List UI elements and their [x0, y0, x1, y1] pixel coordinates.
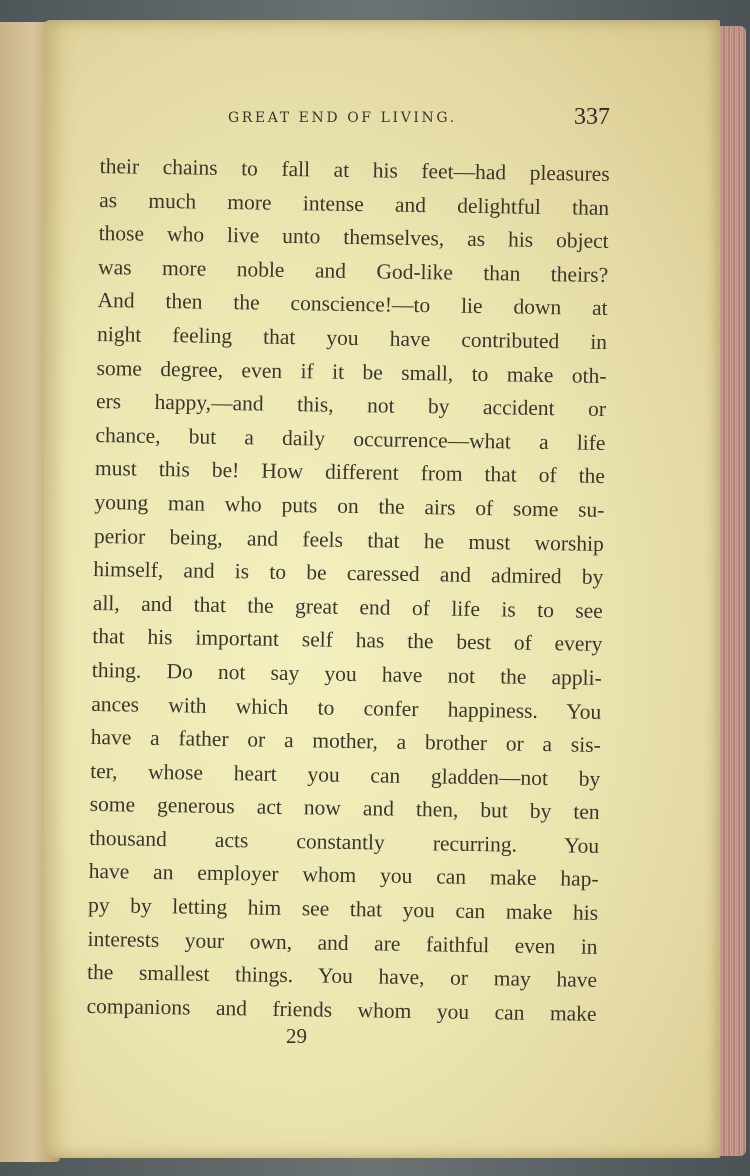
text-line: night feeling that you have contributed in	[96, 321, 608, 354]
text-line: was more noble and God-like than theirs?	[97, 254, 609, 287]
text-line: all, and that the great end of life is to see	[92, 590, 604, 623]
text-line: as much more intense and delightful than	[99, 187, 610, 220]
text-line: companions and friends whom you can make	[86, 993, 597, 1026]
text-line: have an employer whom you can make hap-	[88, 859, 599, 892]
signature-mark: 29	[286, 1024, 307, 1048]
body-text	[86, 150, 610, 1031]
text-line: the smallest things. You have, or may have	[86, 960, 598, 993]
text-line: thousand acts constantly recurring. You	[89, 825, 600, 858]
text-line: have a father or a mother, a brother or a sis-	[90, 725, 601, 758]
text-line: himself, and is to be caressed and admired by	[93, 557, 604, 590]
text-line: ter, whose heart you can gladden—not by	[90, 758, 601, 791]
text-line: young man who puts on the airs of some su-	[94, 489, 605, 522]
text-line: must this be! How different from that of the	[94, 456, 606, 489]
text-line: those who live unto themselves, as his object	[98, 221, 609, 254]
text-line: their chains to fall at his feet—had pleasures	[99, 153, 610, 187]
page-number: 337	[574, 104, 610, 130]
text-line: interests your own, and are faithful even in	[87, 926, 598, 959]
text-line: chance, but a daily occurrence—what a life	[95, 422, 606, 455]
text-line: And then the conscience!—to lie down at	[97, 288, 608, 321]
text-line: py by letting him see that you can make his	[87, 892, 599, 925]
text-line: ers happy,—and this, not by accident or	[95, 389, 607, 422]
text-line: some generous act now and then, but by ten	[89, 792, 600, 825]
text-line: perior being, and feels that he must worship	[93, 523, 605, 556]
page-block-edges	[716, 26, 746, 1156]
page-header	[228, 104, 618, 144]
text-line: some degree, even if it be small, to make oth-	[96, 355, 607, 388]
text-line: thing. Do not say you have not the appli-	[91, 657, 602, 690]
text-line: ances with which to confer happiness. You	[91, 691, 602, 724]
running-head: GREAT END OF LIVING.	[228, 110, 457, 126]
text-line: that his important self has the best of every	[92, 624, 603, 657]
